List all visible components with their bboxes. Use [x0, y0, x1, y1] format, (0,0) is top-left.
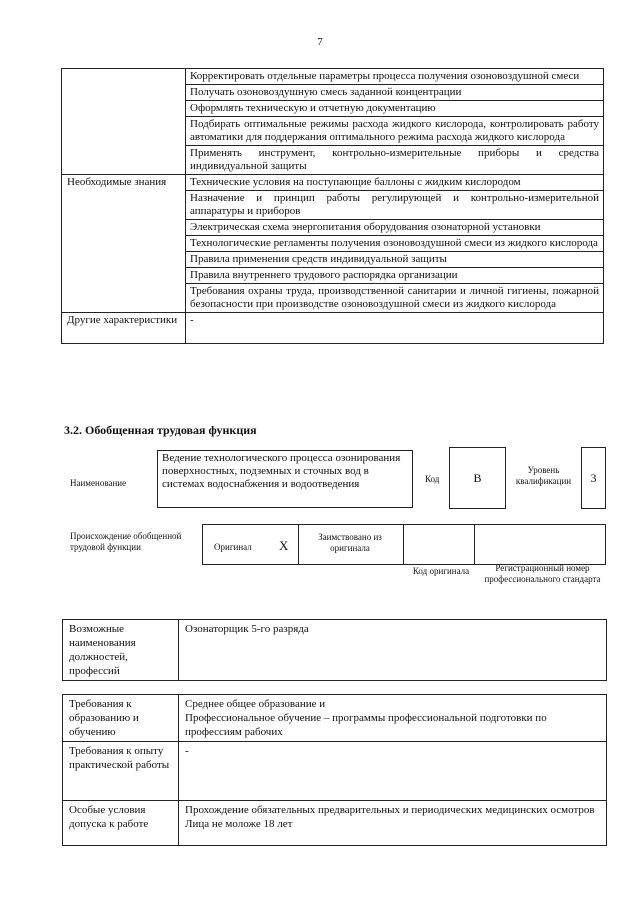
other-characteristics-label: Другие характеристики: [62, 313, 186, 344]
origin-label: Происхождение обобщенной трудовой функции: [70, 531, 182, 552]
knowledge-label: Необходимые знания: [62, 175, 186, 313]
knowledge-item: Правила внутреннего трудового распорядка организации: [186, 268, 604, 284]
qualification-level-value: 3: [581, 447, 606, 509]
positions-label: Возможные наименования должностей, профессий: [63, 620, 179, 681]
original-mark: X: [279, 538, 289, 553]
code-original-caption: Код оригинала: [412, 566, 470, 576]
knowledge-item: Требования охраны труда, производственной санитарии и личной гигиены, пожарной безопасности при производстве озоновоздушной смеси из жидкого кислорода: [186, 284, 604, 313]
education-value: [179, 695, 607, 742]
registration-number-caption: Регистрационный номер профессионального стандарта: [484, 563, 601, 584]
education-line: Профессиональное обучение – программы профессиональной подготовки по профессиям рабочих: [185, 712, 547, 738]
section-title: 3.2. Обобщенная трудовая функция: [64, 423, 257, 437]
admission-conditions-value: [179, 801, 607, 846]
admission-line: Лица не моложе 18 лет: [185, 818, 293, 830]
skill-item: Оформлять техническую и отчетную документацию: [186, 101, 604, 117]
admission-line: Прохождение обязательных предварительных и периодических медицинских осмотров: [185, 804, 595, 816]
education-line: Среднее общее образование и: [185, 698, 326, 710]
skills-label-cell: [62, 69, 186, 175]
education-label: Требования к образованию и обучению: [63, 695, 179, 742]
knowledge-item: Назначение и принцип работы регулирующей и контрольно-измерительной аппаратуры и приборов: [186, 191, 604, 220]
experience-label: Требования к опыту практической работы: [63, 742, 179, 801]
code-value: B: [449, 447, 506, 509]
code-label: Код: [425, 474, 440, 484]
admission-conditions-label: Особые условия допуска к работе: [63, 801, 179, 846]
borrowed-label: Заимствовано из оригинала: [318, 532, 382, 553]
qualification-level-label: Уровень квалификации: [515, 465, 572, 486]
skill-item: Получать озоновоздушную смесь заданной концентрации: [186, 85, 604, 101]
positions-table: [62, 619, 607, 681]
skill-item: Применять инструмент, контрольно-измерительные приборы и средства индивидуальной защиты: [186, 146, 604, 175]
requirements-table: [62, 694, 607, 846]
knowledge-item: Технологические регламенты получения озоновоздушной смеси из жидкого кислорода: [186, 236, 604, 252]
skill-item: Подбирать оптимальные режимы расхода жидкого кислорода, контролировать работу автоматики для поддержания оптимального режима расхода жидкого кислорода: [186, 117, 604, 146]
positions-value: Озонаторщик 5-го разряда: [179, 620, 607, 681]
skills-knowledge-table: [61, 68, 604, 344]
knowledge-item: Электрическая схема энергопитания оборудования озонаторной установки: [186, 220, 604, 236]
name-value: Ведение технологического процесса озонирования поверхностных, подземных и сточных вод в системах водоснабжения и водоотведения: [157, 450, 413, 508]
knowledge-item: Правила применения средств индивидуальной защиты: [186, 252, 604, 268]
origin-row: [202, 524, 606, 565]
name-label: Наименование: [70, 478, 127, 488]
page-number: 7: [317, 36, 323, 48]
skill-item: Корректировать отдельные параметры процесса получения озоновоздушной смеси: [186, 69, 604, 85]
other-characteristics-value: -: [186, 313, 604, 344]
knowledge-item: Технические условия на поступающие баллоны с жидким кислородом: [186, 175, 604, 191]
original-label: Оригинал: [214, 542, 252, 552]
experience-value: -: [179, 742, 607, 801]
